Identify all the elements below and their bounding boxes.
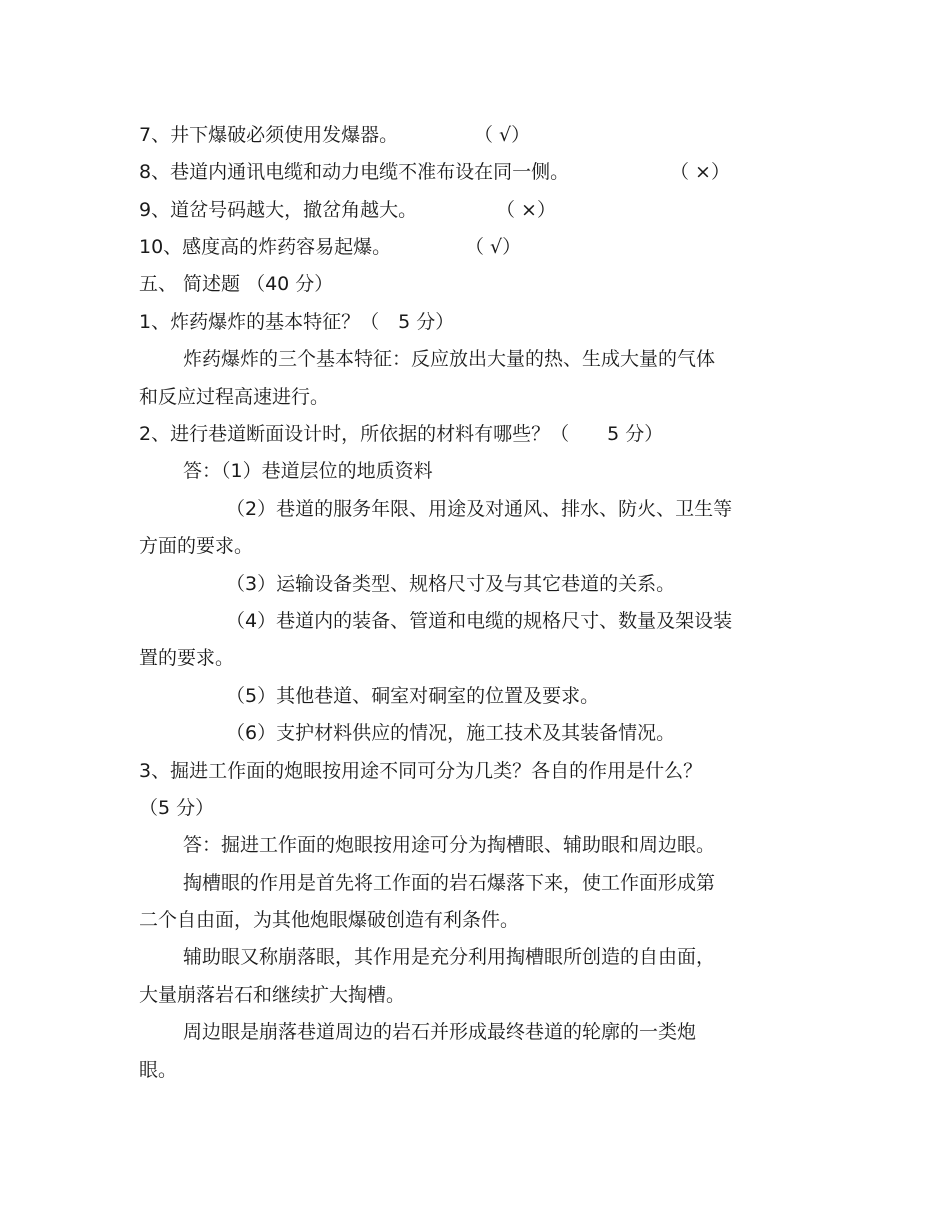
answer-2-item-3: （3）运输设备类型、规格尺寸及与其它巷道的关系。: [226, 573, 676, 595]
answer-1-line-2: 和反应过程高速进行。: [139, 386, 330, 408]
judgement-item-9: 9、道岔号码越大，撤岔角越大。: [139, 199, 418, 221]
answer-2-item-6: （6）支护材料供应的情况，施工技术及其装备情况。: [226, 722, 676, 744]
question-3-points: （5 分）: [139, 797, 215, 819]
judgement-mark-9: （ ×）: [496, 199, 556, 221]
answer-2-item-4-cont: 置的要求。: [139, 647, 235, 669]
answer-3-para-2: 掏槽眼的作用是首先将工作面的岩石爆落下来，使工作面形成第: [183, 872, 716, 894]
section-heading: 五、 简述题 （40 分）: [139, 273, 334, 295]
question-2: 2、进行巷道断面设计时，所依据的材料有哪些？（ 5 分）: [139, 423, 664, 445]
question-3: 3、掘进工作面的炮眼按用途不同可分为几类？各自的作用是什么？: [139, 760, 703, 782]
answer-2-item-1: 答：（1）巷道层位的地质资料: [183, 460, 433, 482]
judgement-mark-8: （ ×）: [670, 161, 730, 183]
answer-3-para-1: 答：掘进工作面的炮眼按用途可分为掏槽眼、辅助眼和周边眼。: [183, 834, 716, 856]
answer-1-line-1: 炸药爆炸的三个基本特征：反应放出大量的热、生成大量的气体: [183, 348, 716, 370]
answer-3-para-4: 周边眼是崩落巷道周边的岩石并形成最终巷道的轮廓的一类炮: [183, 1021, 697, 1043]
answer-3-para-3-cont: 大量崩落岩石和继续扩大掏槽。: [139, 984, 406, 1006]
judgement-item-8: 8、巷道内通讯电缆和动力电缆不准布设在同一侧。: [139, 161, 570, 183]
answer-2-item-5: （5）其他巷道、硐室对硐室的位置及要求。: [226, 685, 600, 707]
answer-2-item-2-cont: 方面的要求。: [139, 535, 254, 557]
answer-3-para-2-cont: 二个自由面，为其他炮眼爆破创造有利条件。: [139, 909, 520, 931]
judgement-item-7: 7、井下爆破必须使用发爆器。: [139, 124, 399, 146]
answer-2-item-2: （2）巷道的服务年限、用途及对通风、排水、防火、卫生等: [226, 498, 733, 520]
answer-3-para-3: 辅助眼又称崩落眼，其作用是充分利用掏槽眼所创造的自由面，: [183, 946, 716, 968]
judgement-mark-10: （ √）: [465, 236, 522, 258]
answer-3-para-4-cont: 眼。: [139, 1059, 178, 1081]
judgement-item-10: 10、感度高的炸药容易起爆。: [139, 236, 392, 258]
question-1: 1、炸药爆炸的基本特征？（ 5 分）: [139, 311, 455, 333]
answer-2-item-4: （4）巷道内的装备、管道和电缆的规格尺寸、数量及架设装: [226, 610, 733, 632]
judgement-mark-7: （ √）: [474, 124, 531, 146]
